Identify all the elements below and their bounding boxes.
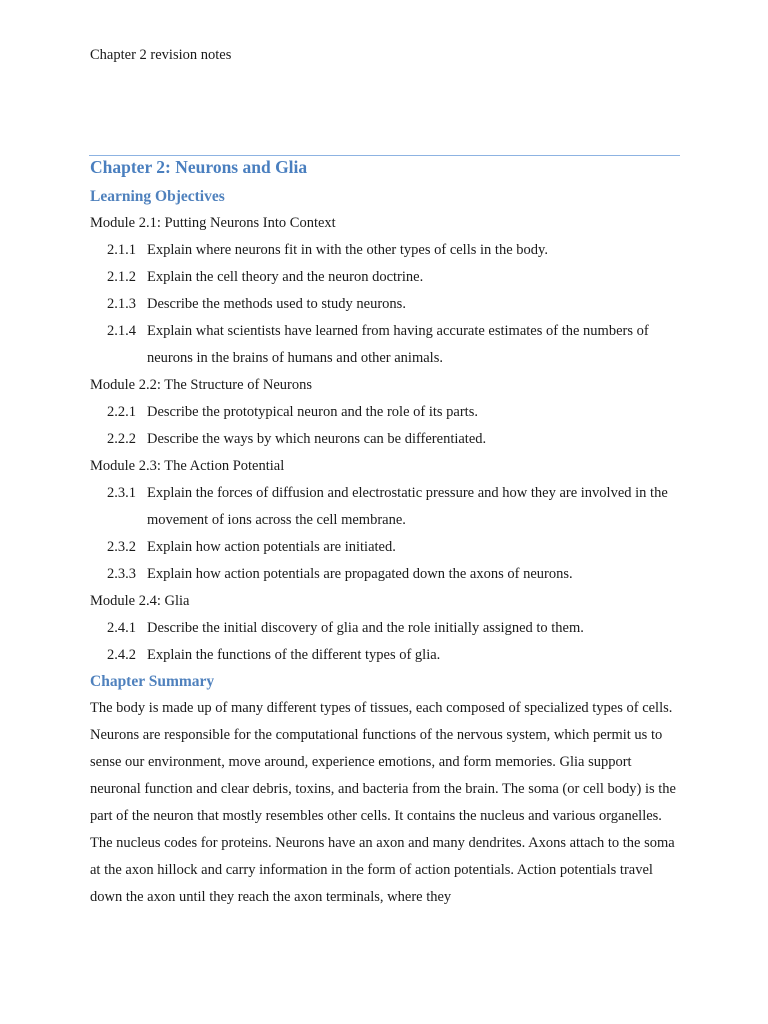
objective-text: Describe the ways by which neurons can be differentiated. (147, 431, 487, 447)
objective-text: Describe the initial discovery of glia and the role initially assigned to them. (147, 620, 584, 636)
module-title: Module 2.4: Glia (90, 593, 190, 609)
objective-number: 2.2.1 (107, 404, 136, 420)
objective-text: Explain the forces of diffusion and electrostatic pressure and how they are involved in the movement of ions across the cell membrane. (147, 485, 668, 528)
objective-text: Explain what scientists have learned from having accurate estimates of the numbers of neurons in the brains of humans and other animals. (147, 323, 649, 366)
objective-text: Explain the cell theory and the neuron doctrine. (147, 269, 424, 285)
module-title: Module 2.3: The Action Potential (90, 458, 285, 474)
objective-item (90, 237, 682, 264)
objective-text: Explain how action potentials are propagated down the axons of neurons. (147, 566, 573, 582)
objective-number: 2.1.2 (107, 269, 136, 285)
objective-number: 2.1.1 (107, 242, 136, 258)
objective-item (90, 561, 682, 588)
objective-number: 2.3.3 (107, 566, 136, 582)
objective-item (90, 426, 682, 453)
chapter-summary-text: The body is made up of many different types of tissues, each composed of specialized types of cells. Neurons are responsible for the computational functions of the nervous system, which permit us to sense our environment, move around, experience emotions, and form memories. Glia support neuronal function and clear debris, toxins, and bacteria from the brain. The soma (or cell body) is the part of the neuron that mostly resembles other cells. It contains the nucleus and various organelles. The nucleus codes for proteins. Neurons have an axon and many dendrites. Axons attach to the soma at the axon hillock and carry information in the form of action potentials. Action potentials travel down the axon until they reach the axon terminals, where they (90, 700, 676, 905)
objective-text: Describe the methods used to study neurons. (147, 296, 406, 312)
objective-number: 2.1.4 (107, 323, 136, 339)
objective-number: 2.4.1 (107, 620, 136, 636)
objective-text: Explain the functions of the different types of glia. (147, 647, 441, 663)
objective-item (90, 318, 682, 372)
objective-item (90, 642, 682, 669)
learning-objectives-heading: Learning Objectives (90, 188, 225, 205)
objective-item (90, 480, 682, 534)
objective-number: 2.3.1 (107, 485, 136, 501)
module-title: Module 2.1: Putting Neurons Into Context (90, 215, 336, 231)
objective-item (90, 399, 682, 426)
objective-number: 2.4.2 (107, 647, 136, 663)
objective-text: Explain where neurons fit in with the other types of cells in the body. (147, 242, 548, 258)
chapter-title: Chapter 2: Neurons and Glia (90, 157, 308, 177)
page-content (90, 157, 682, 911)
objective-item (90, 615, 682, 642)
objective-number: 2.3.2 (107, 539, 136, 555)
objective-item (90, 291, 682, 318)
objective-number: 2.1.3 (107, 296, 136, 312)
objective-item (90, 534, 682, 561)
objective-item (90, 264, 682, 291)
chapter-summary-heading: Chapter Summary (90, 673, 215, 690)
objective-number: 2.2.2 (107, 431, 136, 447)
objectives-list (90, 210, 682, 669)
module-title: Module 2.2: The Structure of Neurons (90, 377, 313, 393)
objective-text: Explain how action potentials are initiated. (147, 539, 396, 555)
running-header: Chapter 2 revision notes (90, 47, 232, 63)
objective-text: Describe the prototypical neuron and the role of its parts. (147, 404, 478, 420)
